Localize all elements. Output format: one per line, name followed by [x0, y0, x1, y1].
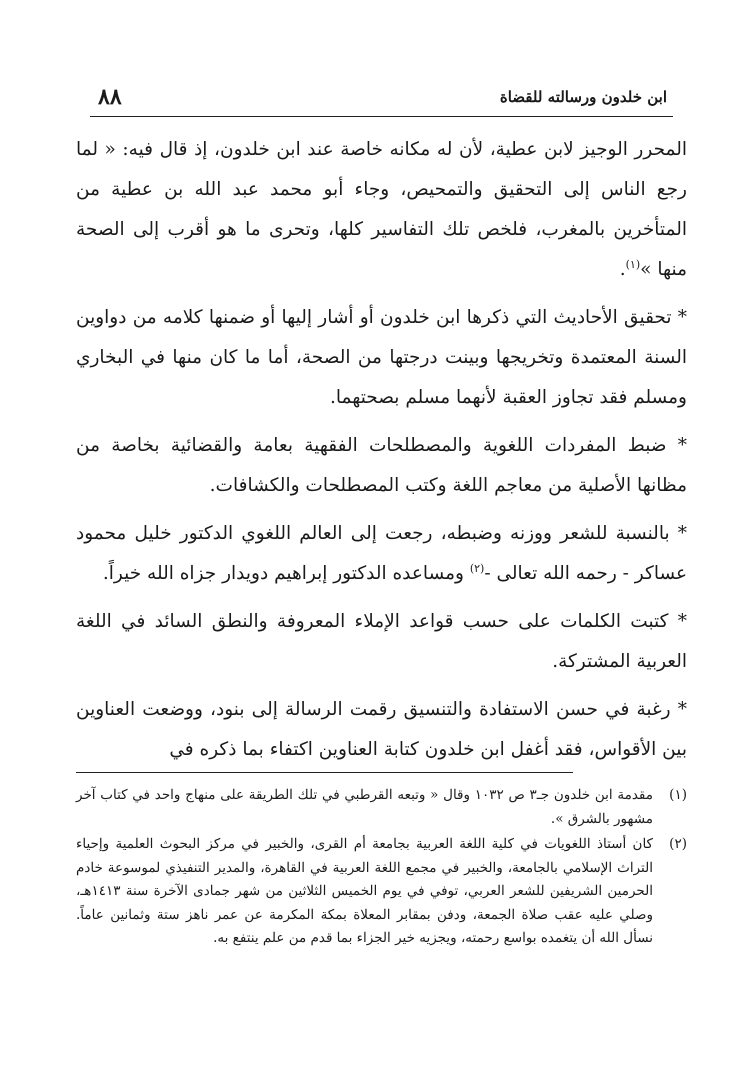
footnotes: [76, 784, 687, 953]
paragraph-5: * كتبت الكلمات على حسب قواعد الإملاء المعروفة والنطق السائد في اللغة العربية المشتركة.: [76, 611, 687, 672]
page-header: [90, 84, 673, 117]
paragraph-1-text: المحرر الوجيز لابن عطية، لأن له مكانه خاصة عند ابن خلدون، إذ قال فيه: « لما رجع الناس إلى التحقيق والتمحيص، وجاء أبو محمد عبد الله بن عطية من المتأخرين بالمغرب، فلخص تلك التفاسير كلها، وتحرى ما هو أقرب إلى الصحة منها »: [76, 139, 687, 280]
paragraph-1-end: .: [619, 259, 626, 280]
main-text: [76, 130, 687, 778]
footnote-separator: [76, 772, 573, 773]
footnote-number: (٢): [669, 836, 687, 852]
footnote-number: (١): [669, 787, 687, 803]
footnote-ref-1: (١): [625, 257, 641, 271]
running-title: ابن خلدون ورسالته للقضاة: [499, 88, 667, 106]
footnote-text: مقدمة ابن خلدون جـ٣ ص ١٠٣٢ وقال « وتبعه القرطبي في تلك الطريقة على منهاج واحد في كتاب آخر مشهور بالشرق ».: [76, 787, 653, 827]
paragraph-6: * رغبة في حسن الاستفادة والتنسيق رقمت الرسالة إلى بنود، ووضعت العناوين بين الأقواس، فقد أغفل ابن خلدون كتابة العناوين اكتفاء بما ذكره في: [76, 699, 687, 760]
footnote-1: [76, 784, 687, 831]
footnote-ref-2: (٢): [469, 561, 485, 575]
paragraph-3: * ضبط المفردات اللغوية والمصطلحات الفقهية بعامة والقضائية بخاصة من مظانها الأصلية من معاجم اللغة وكتب المصطلحات والكشافات.: [76, 435, 687, 496]
paragraph-1: [76, 130, 687, 290]
footnote-text: كان أستاذ اللغويات في كلية اللغة العربية بجامعة أم القرى، والخبير في مركز البحوث العلمية وإحياء التراث الإسلامي بالجامعة، والخبير في مجمع اللغة العربية في القاهرة، والمدير التنفيذي لموسوعة خادم الحرمين الشريفين للشعر العربي، توفي في يوم الخميس الثلاثين من شهر جمادى الآخرة سنة ١٤١٣هـ، وصلي عليه عقب صلاة الجمعة، ودفن بمقابر المعلاة بمكة المكرمة عن عمر ناهز ستة وثمانين عاماً. نسأل الله أن يتغمده بواسع رحمته، ويجزيه خير الجزاء بما قدم من علم ينتفع به.: [76, 836, 653, 946]
footnote-2: [76, 833, 687, 951]
paragraph-2: * تحقيق الأحاديث التي ذكرها ابن خلدون أو أشار إليها أو ضمنها كلامه من دواوين السنة المعتمدة وتخريجها وبينت درجتها من الصحة، أما ما كان منها في البخاري ومسلم فقد تجاوز العقبة لأنهما مسلم بصحتهما.: [76, 307, 687, 408]
paragraph-4-text-a: * بالنسبة للشعر ووزنه وضبطه، رجعت إلى العالم اللغوي الدكتور خليل محمود عساكر - رحمه الله تعالى -: [76, 523, 687, 584]
paragraph-4: [76, 514, 687, 594]
paragraph-4-text-b: ومساعده الدكتور إبراهيم دويدار جزاه الله خيراً.: [102, 563, 464, 584]
page-number: ٨٨: [98, 84, 122, 110]
